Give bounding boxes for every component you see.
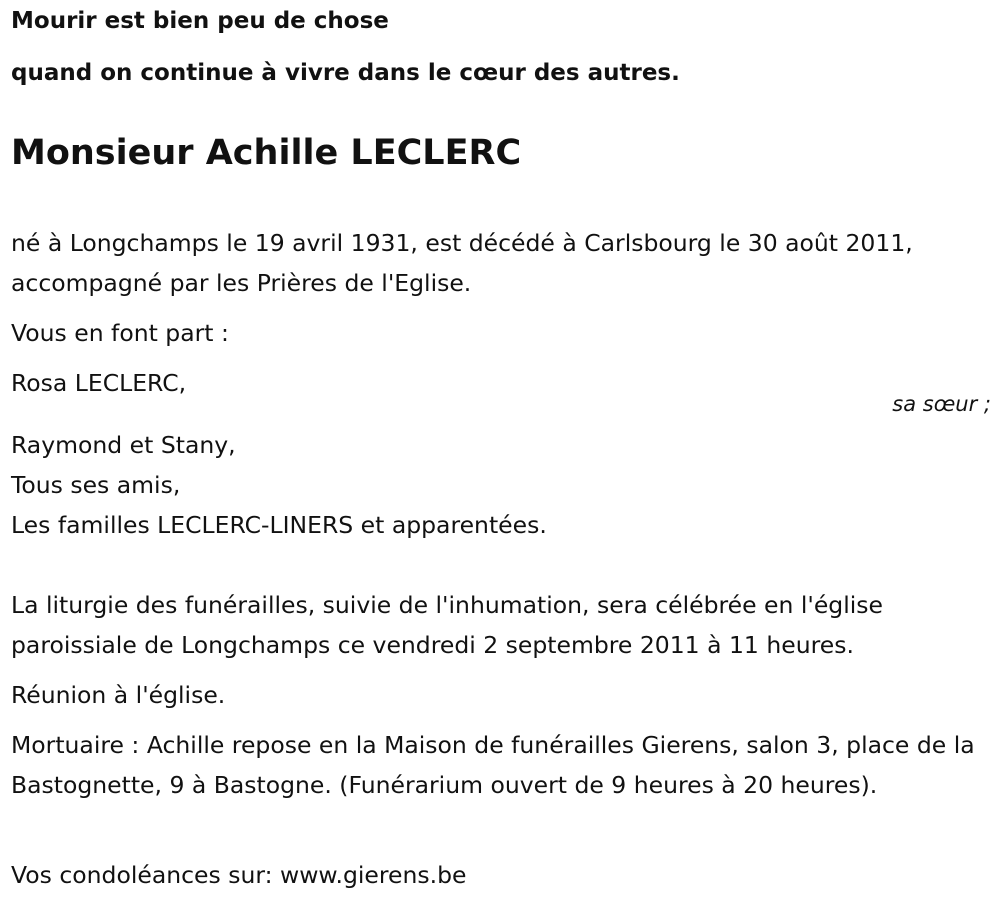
family-list-item: Les familles LECLERC-LINERS et apparentées. xyxy=(11,511,547,539)
family-relation-label: sa sœur ; xyxy=(892,392,991,416)
family-list-item: Raymond et Stany, xyxy=(11,431,236,459)
family-member-sister: Rosa LECLERC, xyxy=(11,369,187,397)
epigraph-line-2: quand on continue à vivre dans le cœur des autres. xyxy=(11,60,680,86)
family-list xyxy=(11,425,996,545)
family-list-item: Tous ses amis, xyxy=(11,471,181,499)
deceased-name: Monsieur Achille LECLERC xyxy=(11,133,522,173)
birth-death-text: né à Longchamps le 19 avril 1931, est décédé à Carlsbourg le 30 août 2011, accompagné par les Prières de l'Eglise. xyxy=(11,229,913,297)
notice-intro: Vous en font part : xyxy=(11,319,229,347)
mortuary-text: Mortuaire : Achille repose en la Maison de funérailles Gierens, salon 3, place de la Bastognette, 9 à Bastogne. (Funérarium ouvert de 9 heures à 20 heures). xyxy=(11,731,975,799)
epigraph-line-1: Mourir est bien peu de chose xyxy=(11,8,389,34)
condolences-text: Vos condoléances sur: www.gierens.be xyxy=(11,861,467,889)
liturgy-text: La liturgie des funérailles, suivie de l'inhumation, sera célébrée en l'église paroissiale de Longchamps ce vendredi 2 septembre 2011 à 11 heures. xyxy=(11,591,883,659)
meeting-text: Réunion à l'église. xyxy=(11,681,226,709)
